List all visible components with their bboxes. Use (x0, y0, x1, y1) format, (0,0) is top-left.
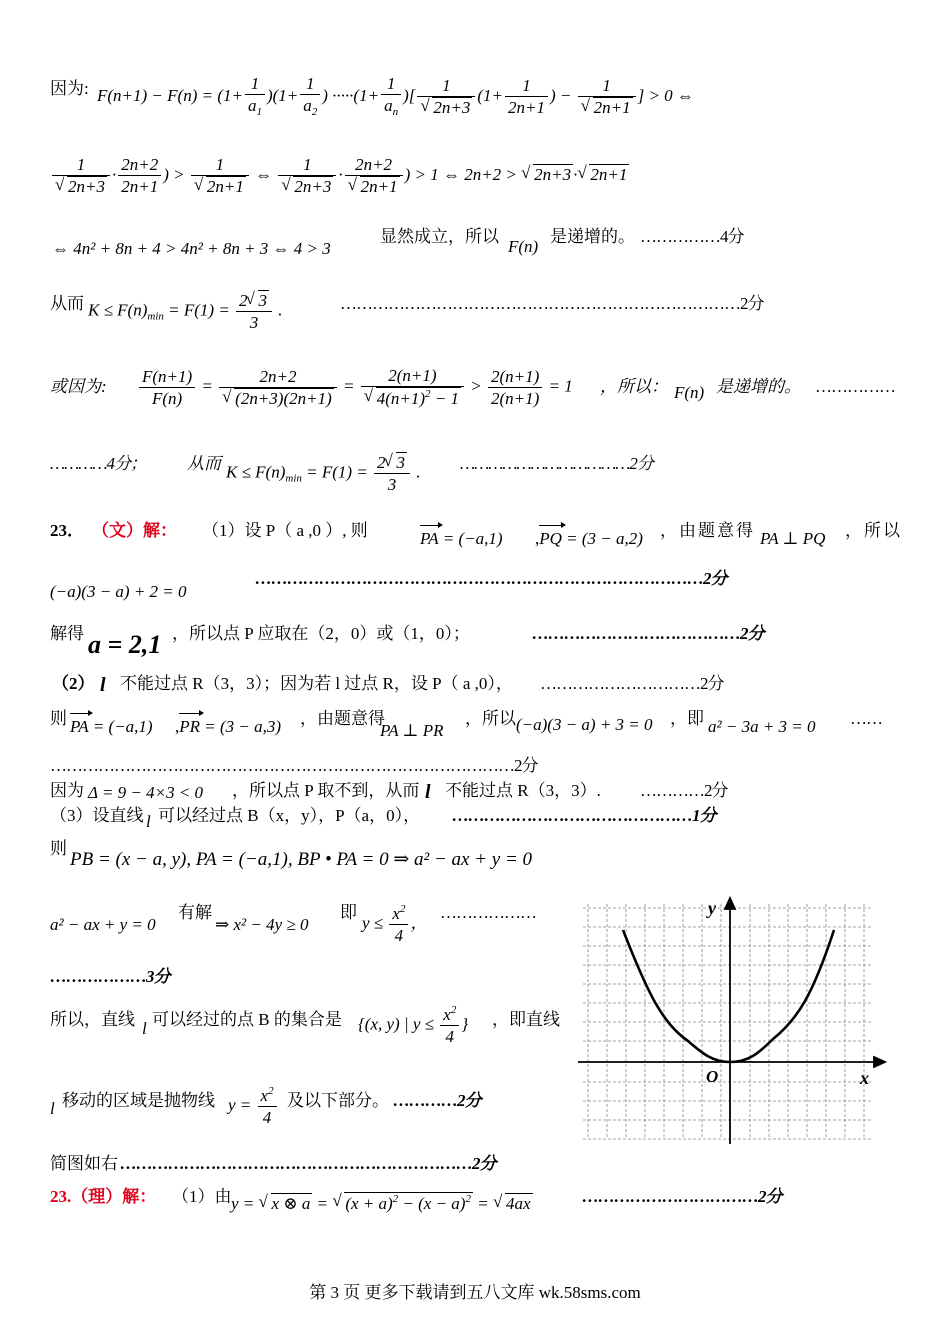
q23-part1-text: （1）设 P（ a ,0 ）, 则 (202, 521, 368, 540)
perp-pa-pr: PA ⊥ PR (380, 721, 444, 740)
label-huoyinwei: 或因为: (50, 377, 107, 396)
text-xianran: 显然成立，所以 (380, 227, 499, 246)
formula-line-1: F(n+1) − F(n) = (1+ $\frac{1}{a_1}$ )(1+ $\frac{1}{a_2}$ ) ·····(1+ $\frac{1}{a_n}$ )[ 1 √ 2n+3 (1+ $\frac{1}{2n+1}$ ) − 1 √ 2n+1 ] > 0 ⇔ (97, 74, 694, 120)
origin-label: O (706, 1067, 719, 1086)
q23-part2-label: （2） (52, 674, 95, 693)
score-2f: ……………………………………………………………………………2分 (50, 756, 538, 775)
p3g-text: 简图如右 (50, 1154, 118, 1173)
formula-line-2: 1 √ 2n+3 · $\frac{2n+2}{2n+1}$ ) > 1 √ 2n+1 ⇔ 1 √ 2n+3 · 2n+2 √ 2n+1 ) > 1 ⇔ 2n+2 > √ 2n+3 ·√ 2n+1 (50, 155, 629, 198)
line-l-symbol: l (100, 674, 106, 696)
score-2i: …………………………………………………………2分 (120, 1154, 496, 1173)
label-congEr-2: 从而 (187, 454, 221, 473)
vec-pq-eq: ,PQ = (3 − a,2) (535, 529, 643, 548)
eq1: (−a)(3 − a) + 2 = 0 (50, 582, 187, 601)
vec-pa-eq-2: PA = (−a,1) (70, 717, 153, 736)
vec-pa-eq: PA = (−a,1) (420, 529, 503, 548)
label-congEr: 从而 (50, 294, 84, 313)
dots-p3c: ……………… (440, 903, 536, 922)
p3c-text2: 即 (340, 903, 357, 922)
vec-pr-eq: ,PR = (3 − a,3) (175, 717, 282, 736)
delta-eq: Δ = 9 − 4×3 < 0 (88, 783, 204, 802)
p3c-text: 有解 (178, 903, 212, 922)
fn-label-2: F(n) (674, 383, 705, 402)
dots-p2b: …… (850, 709, 882, 728)
p2d-text2: 不能过点 R（3，3）. (445, 781, 601, 800)
score-2c: …………………………………………………………………………2分 (255, 569, 727, 588)
fn-label: F(n) (508, 237, 539, 256)
line-l-symbol-5: l (50, 1099, 55, 1118)
q23-part2-text: 不能过点 R（3，3）；因为若 l 过点 R，设 P（ a ,0）， (120, 674, 513, 693)
q23-text-tiyi: ，由题意得 (660, 521, 755, 540)
line-l-symbol-4: l (142, 1019, 147, 1038)
score-2h: …………2分 (393, 1091, 481, 1110)
p3f-text: 移动的区域是抛物线 (62, 1091, 215, 1110)
score-4-italic: …………4分； (50, 454, 146, 473)
q23-part3-label: （3）设直线 (50, 806, 144, 825)
q23-text-suoyi: ，所以 (845, 521, 902, 540)
formula-line-6: $K \le F(n)_{min} = F(1)$ = $\frac{2√ 3}{3}$ . (226, 452, 421, 496)
p2d-label: 因为 (50, 781, 84, 800)
q23-li-formula: y = √ x ⊗ a = √ $(x + a)^2 - (x - a)^2$ = √ 4ax (231, 1192, 533, 1214)
p2b-text: ，由题意得 (300, 709, 385, 728)
formula-line-3: ⇔ 4n² + 8n + 4 > 4n² + 8n + 3 ⇔ 4 > 3 (52, 239, 331, 258)
p3e-text2: 可以经过的点 B 的集合是 (152, 1010, 342, 1029)
score-1: ………………………………………1分 (452, 806, 716, 825)
q23-li-text: （1）由 (172, 1187, 232, 1206)
q23-number: 23． (50, 521, 84, 540)
p3f-text2: 及以下部分。 (287, 1091, 389, 1110)
page-footer: 第 3 页 更多下载请到五八文库 wk.58sms.com (309, 1283, 641, 1302)
p3b-label: 则 (50, 839, 67, 858)
solve-value: a = 2,1 (88, 630, 162, 659)
q23-part3-text: 可以经过点 B（x，y），P（a，0）， (158, 806, 421, 825)
p3b-formula: PB = (x − a, y), PA = (−a,1), BP • PA = 0 ⇒ a² − ax + y = 0 (70, 849, 533, 870)
p3c-formula1: a² − ax + y = 0 (50, 915, 156, 934)
score-2a: …………………………………………………………………2分 (340, 294, 764, 313)
q23-wen-tag: （文）解： (92, 521, 177, 540)
score-2j: ……………………………2分 (582, 1187, 782, 1206)
text-suoyi: ，所以： (600, 377, 668, 396)
formula-line-5: $\frac{F(n+1)}{F(n)}$ = 2n+2 √ (2n+3)(2n+1) = 2(n+1) √ $4(n+1)^2 - 1$ > $\frac{2(n+1)}{2(n+1)}$ = 1 (137, 366, 573, 410)
score-2d: …………………………………2分 (532, 624, 764, 643)
score-4: ……………4分 (640, 227, 744, 246)
parabola-graph (578, 894, 888, 1144)
score-2e: …………………………2分 (540, 674, 724, 693)
parabola-curve (623, 930, 834, 1062)
y-axis-label: y (708, 898, 716, 918)
p3e-text: 所以，直线 (50, 1010, 135, 1029)
perp-pa-pq: PA ⊥ PQ (760, 529, 826, 548)
p3e-set: {(x, y) | y ≤ $\frac{x^2}{4}$ } (358, 1004, 469, 1047)
p2b-text2: ，所以 (465, 709, 516, 728)
dots-l5: …………… (815, 377, 895, 396)
text-dizeng-2: 是递增的。 (716, 377, 801, 396)
p2b-label: 则 (50, 709, 67, 728)
eq3: a² − 3a + 3 = 0 (708, 717, 816, 736)
p3f-formula: y = $\frac{x^2}{4}$ (228, 1085, 279, 1129)
score-2g: …………2分 (640, 781, 728, 800)
p3c-formula3: y ≤ $\frac{x^2}{4}$ ， (362, 903, 428, 946)
p3c-formula2: ⇒ x² − 4y ≥ 0 (215, 915, 309, 934)
line-l-symbol-2: l (425, 781, 431, 803)
eq2: (−a)(3 − a) + 3 = 0 (516, 715, 653, 734)
line-l-symbol-3: l (146, 812, 151, 831)
text-dizeng: 是递增的。 (550, 227, 635, 246)
solve-label: 解得 (50, 624, 84, 643)
x-axis-label: x (860, 1068, 869, 1088)
p3e-text3: ，即直线 (492, 1010, 560, 1029)
solve-text: ，所以点 P 应取在（2，0）或（1，0）； (172, 624, 470, 643)
formula-line-4: $K \le F(n)_{min} = F(1)$ = $\frac{2√ 3}{3}$ . (88, 290, 283, 334)
p2b-text3: ，即 (670, 709, 704, 728)
score-2b: ………………………………2分 (460, 454, 653, 473)
label-yinwei: 因为: (50, 79, 89, 98)
p2d-text: ，所以点 P 取不到，从而 (232, 781, 420, 800)
q23-li-tag: 23.（理）解： (50, 1187, 157, 1206)
score-3: ………………3分 (50, 967, 170, 986)
